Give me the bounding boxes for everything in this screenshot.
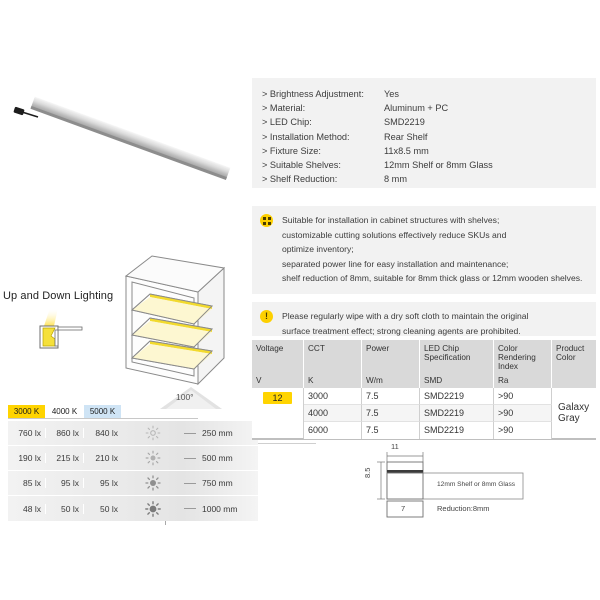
spec-row: [252, 130, 596, 144]
lux-row: [8, 421, 258, 446]
table-body: [252, 388, 596, 440]
spec-row: [252, 144, 596, 158]
shelf-type-label: 12mm Shelf or 8mm Glass: [437, 481, 516, 488]
table-cell: >90: [494, 422, 552, 439]
voltage-cell: [252, 388, 304, 439]
notice-text: [282, 213, 588, 287]
lux-value: 50 lx: [100, 503, 118, 514]
axis-tick: [184, 508, 196, 509]
header-unit: Ra: [498, 376, 509, 385]
illuminance-chart: [8, 392, 258, 521]
header-label: Power: [366, 344, 390, 353]
lux-value: 215 lx: [46, 453, 84, 463]
header-label: Color Rendering Index: [498, 344, 536, 371]
power-column: [362, 388, 420, 439]
sun-icon: [145, 425, 161, 441]
spec-value: Rear Shelf: [384, 131, 428, 142]
notice-text: [282, 309, 588, 336]
notice-line: Please regularly wipe with a dry soft cloth to maintain the original: [282, 311, 529, 321]
lux-rows: [8, 421, 258, 521]
spec-key: > Suitable Shelves:: [262, 160, 341, 171]
table-header-cri: [494, 340, 552, 388]
lux-value: 840 lx: [95, 428, 118, 438]
table-cell: SMD2219: [420, 388, 494, 405]
spec-value: SMD2219: [384, 117, 425, 128]
notice-line: optimize inventory;: [282, 244, 354, 254]
lux-row: [8, 471, 258, 496]
table-header-product-color: [552, 340, 596, 388]
spec-value: 8 mm: [384, 174, 407, 185]
lux-row: [8, 496, 258, 521]
notice-line: separated power line for easy installation and maintenance;: [282, 258, 509, 269]
spec-row: [252, 87, 596, 101]
table-header-cct: [304, 340, 362, 388]
distance-label: 250 mm: [202, 428, 233, 438]
table-header-row: [252, 340, 596, 388]
distance-label: 750 mm: [202, 478, 233, 488]
distance-label: 500 mm: [202, 453, 233, 463]
dimension-height-label: 8.5: [363, 467, 372, 478]
table-header-voltage: [252, 340, 304, 388]
header-label: Product Color: [556, 344, 585, 362]
lux-row: [8, 446, 258, 471]
table-cell: SMD2219: [420, 422, 494, 439]
table-cell: 3000: [304, 388, 362, 405]
spec-row: [252, 115, 596, 129]
cct-header-strip: [8, 405, 121, 418]
leader-line: [258, 443, 316, 444]
spec-key: > Brightness Adjustment:: [262, 89, 364, 99]
header-unit: V: [256, 376, 262, 385]
brightness-icon-wrap: [122, 450, 184, 466]
table-cell: 7.5: [362, 422, 420, 439]
specification-table: [252, 340, 596, 440]
notice-icon-wrap: [260, 309, 282, 329]
table-header-chip: [420, 340, 494, 388]
cri-column: [494, 388, 552, 439]
led-bar-illustration: [8, 84, 248, 194]
beam-angle-label: 100°: [176, 392, 194, 402]
header-unit: W/m: [366, 376, 383, 385]
dimension-base-label: 7: [401, 504, 406, 513]
lux-value: 210 lx: [95, 453, 118, 463]
notice-icon-wrap: [260, 213, 282, 287]
spec-key: > Fixture Size:: [262, 145, 321, 156]
table-header-power: [362, 340, 420, 388]
cct-column: [304, 388, 362, 439]
chip-column: [420, 388, 494, 439]
spec-key: > Installation Method:: [262, 131, 350, 142]
lux-value: 190 lx: [8, 453, 46, 463]
lux-value: 85 lx: [8, 478, 46, 488]
profile-cross-section-icon: [28, 306, 98, 354]
dimension-diagram: [365, 440, 545, 530]
cct-header-5000k: 5000 K: [84, 405, 121, 418]
lux-value: 95 lx: [100, 478, 118, 488]
cct-header-3000k: 3000 K: [8, 405, 46, 418]
header-unit: SMD: [424, 376, 443, 385]
table-cell: >90: [494, 405, 552, 422]
notice-line: surface treatment effect; strong cleaning agents are prohibited.: [282, 325, 521, 336]
voltage-chip: 12: [263, 392, 291, 404]
cct-header-4000k: 4000 K: [46, 405, 84, 418]
spec-value: 12mm Shelf or 8mm Glass: [384, 160, 493, 171]
lux-value: 760 lx: [8, 428, 46, 438]
table-cell: 7.5: [362, 388, 420, 405]
grid-icon-glyph: [263, 217, 271, 225]
sun-icon: [145, 450, 161, 466]
reduction-label: Reduction:8mm: [437, 504, 490, 513]
sun-icon: [145, 501, 161, 517]
spec-key: > Shelf Reduction:: [262, 174, 338, 185]
spec-row: [252, 158, 596, 172]
spec-key: > Material:: [262, 103, 306, 114]
lux-value: 860 lx: [46, 428, 84, 438]
table-cell: 7.5: [362, 405, 420, 422]
grid-icon: [260, 214, 273, 227]
header-label: LED Chip Specification: [424, 344, 471, 362]
spec-row: [252, 101, 596, 115]
header-label: Voltage: [256, 344, 284, 353]
sun-icon: [145, 475, 161, 491]
table-cell: SMD2219: [420, 405, 494, 422]
lux-value: 95 lx: [46, 478, 84, 488]
spec-value: Yes: [384, 89, 399, 99]
brightness-icon-wrap: [122, 475, 184, 491]
notice-line: shelf reduction of 8mm, suitable for 8mm thick glass or 12mm wooden shelves.: [282, 273, 583, 283]
header-label: CCT: [308, 344, 325, 353]
header-unit: K: [308, 376, 314, 385]
table-cell: 6000: [304, 422, 362, 439]
table-cell: >90: [494, 388, 552, 405]
spec-value: 11x8.5 mm: [384, 145, 429, 156]
spec-value: Aluminum + PC: [384, 103, 449, 114]
exclamation-glyph: !: [265, 311, 268, 321]
specification-list: [252, 78, 596, 188]
distance-label: 1000 mm: [202, 503, 238, 514]
brightness-icon-wrap: [122, 425, 184, 441]
dimension-width-label: 11: [391, 442, 399, 451]
axis-tick: [184, 458, 196, 459]
product-photo: [0, 78, 250, 198]
up-down-lighting-title: Up and Down Lighting: [3, 290, 114, 302]
exclamation-icon: [260, 310, 273, 323]
notice-line: Suitable for installation in cabinet structures with shelves;: [282, 215, 500, 225]
axis-tick: [184, 483, 196, 484]
notice-maintenance: [252, 302, 596, 336]
notice-line: customizable cutting solutions effectively reduce SKUs and: [282, 229, 507, 240]
lux-value: 48 lx: [8, 504, 46, 514]
spec-row: [252, 172, 596, 186]
product-color-cell: Galaxy Gray: [552, 388, 596, 439]
spec-key: > LED Chip:: [262, 117, 312, 128]
notice-installation: [252, 206, 596, 294]
cct-divider: [8, 418, 198, 419]
cabinet-illustration: [112, 248, 238, 394]
table-cell: 4000: [304, 405, 362, 422]
brightness-icon-wrap: [122, 501, 184, 517]
axis-tick: [184, 433, 196, 434]
lux-value: 50 lx: [46, 504, 84, 514]
